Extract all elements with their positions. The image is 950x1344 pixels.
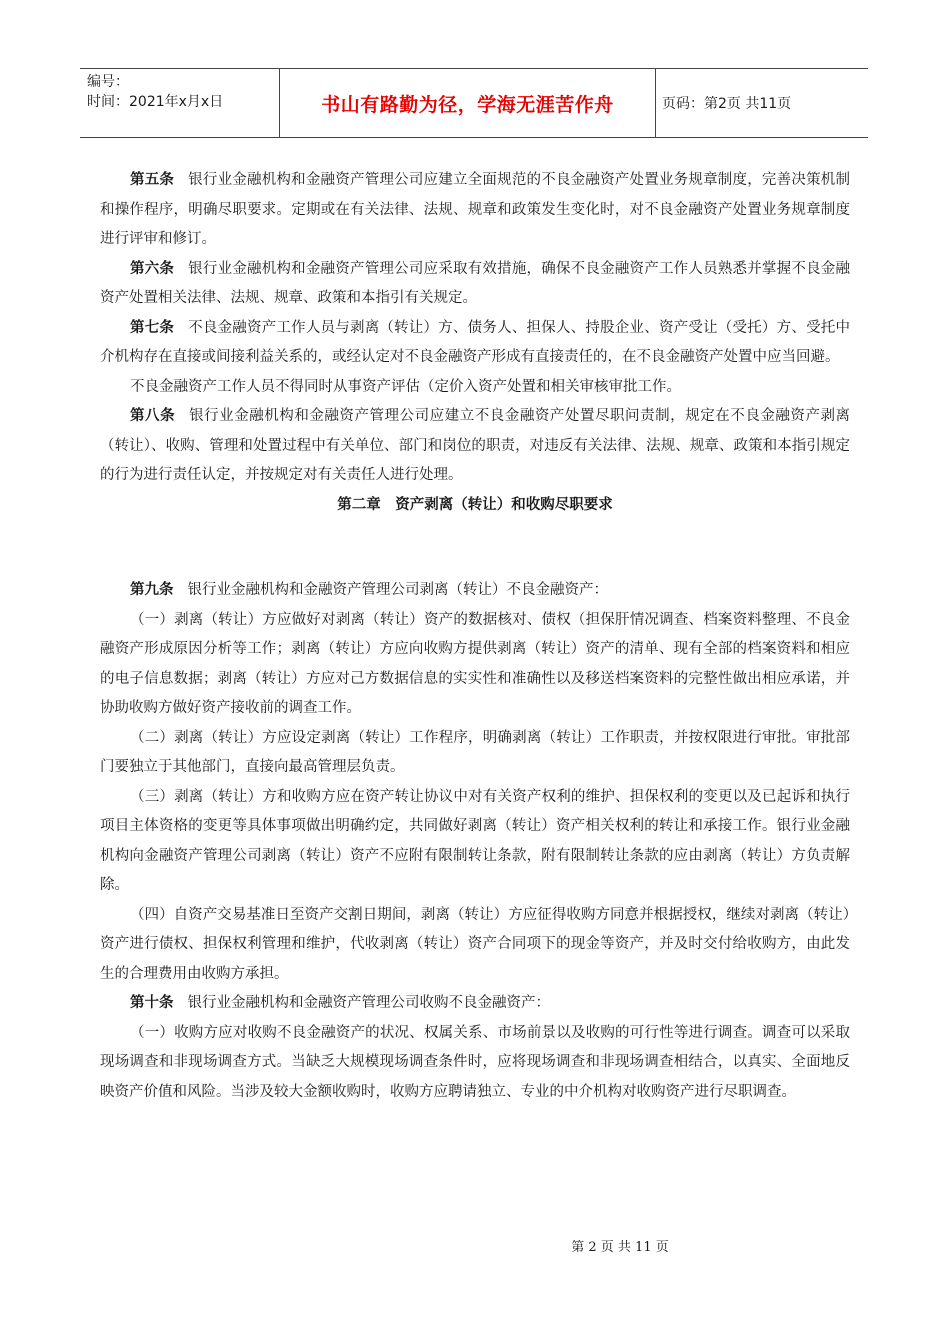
article-paragraph — [100, 989, 850, 1019]
page-footer: 第 2 页 共 11 页 — [571, 1240, 669, 1255]
article-text: 不良金融资产工作人员不得同时从事资产评估（定价入资产处置和相关审核审批工作。 — [130, 378, 681, 395]
article-text: 银行业金融机构和金融资产管理公司收购不良金融资产： — [187, 995, 550, 1011]
article-paragraph — [100, 373, 850, 403]
article-paragraph — [100, 783, 850, 901]
article-paragraph — [100, 314, 850, 373]
article-text: 银行业金融机构和金融资产管理公司应建立全面规范的不良金融资产处置业务规章制度，完善决策机制和操作程序，明确尽职要求。定期或在有关法律、法规、规章和政策发生变化时，对不良金融资产处置业务规章制度进行评审和修订。 — [100, 172, 850, 247]
number-label: 编号： — [87, 74, 129, 90]
header-meta — [80, 69, 280, 137]
article-text: 银行业金融机构和金融资产管理公司剥离（转让）不良金融资产： — [187, 582, 608, 598]
article-paragraph — [100, 166, 850, 255]
article-text: （一）剥离（转让）方应做好对剥离（转让）资产的数据核对、债权（担保肝情况调查、档案资料整理、不良金融资产形成原因分析等工作；剥离（转让）方应向收购方提供剥离（转让）资产的清单、现有全部的档案资料和相应的电子信息数据；剥离（转让）方应对己方数据信息的实实性和准确性以及移送档案资料的完整性做出相应承诺，并协助收购方做好资产接收前的调查工作。 — [100, 611, 850, 716]
time-label: 时间：2021年x月x日 — [87, 94, 224, 110]
article-paragraph — [100, 402, 850, 491]
header-motto: 书山有路勤为径，学海无涯苦作舟 — [280, 69, 656, 137]
article-text: （一）收购方应对收购不良金融资产的状况、权属关系、市场前景以及收购的可行性等进行调查。调查可以采取现场调查和非现场调查方式。当缺乏大规模现场调查条件时，应将现场调查和非现场调查相结合，以真实、全面地反映资产价值和风险。当涉及较大金额收购时，收购方应聘请独立、专业的中介机构对收购资产进行尽职调查。 — [100, 1024, 850, 1100]
article-text: （三）剥离（转让）方和收购方应在资产转让协议中对有关资产权利的维护、担保权利的变更以及已起诉和执行项目主体资格的变更等具体事项做出明确约定，共同做好剥离（转让）资产相关权利的转让和承接工作。银行业金融机构向金融资产管理公司剥离（转让）资产不应附有限制转让条款，附有限制转让条款的应由剥离（转让）方负责解除。 — [100, 788, 850, 893]
page-header — [80, 68, 868, 138]
article-text: （二）剥离（转让）方应设定剥离（转让）工作程序，明确剥离（转让）工作职责，并按权限进行审批。审批部门要独立于其他部门，直接向最高管理层负责。 — [100, 729, 850, 775]
article-paragraph — [100, 606, 850, 724]
article-text: 银行业金融机构和金融资产管理公司应建立不良金融资产处置尽职问责制，规定在不良金融资产剥离（转让）、收购、管理和处置过程中有关单位、部门和岗位的职责，对违反有关法律、法规、规章、政策和本指引规定的行为进行责任认定，并按规定对有关责任人进行处理。 — [100, 408, 851, 483]
article-text: 不良金融资产工作人员与剥离（转让）方、债务人、担保人、持股企业、资产受让（受托）方、受托中介机构存在直接或间接利益关系的，或经认定对不良金融资产形成有直接责任的，在不良金融资产处置中应当回避。 — [100, 319, 850, 365]
article-paragraph — [100, 576, 850, 606]
article-number: 第六条 — [130, 260, 175, 277]
article-number: 第五条 — [130, 172, 175, 188]
article-number: 第八条 — [130, 408, 176, 424]
article-text: 银行业金融机构和金融资产管理公司应采取有效措施，确保不良金融资产工作人员熟悉并掌握不良金融资产处置相关法律、法规、规章、政策和本指引有关规定。 — [100, 260, 850, 306]
article-paragraph — [100, 1019, 850, 1108]
header-page-info: 页码：第2页 共11页 — [662, 96, 792, 112]
article-paragraph — [100, 255, 850, 314]
article-text: （四）自资产交易基准日至资产交割日期间，剥离（转让）方应征得收购方同意并根据授权，继续对剥离（转让）资产进行债权、担保权利管理和维护，代收剥离（转让）资产合同项下的现金等资产，并及时交付给收购方，由此发生的合理费用由收购方承担。 — [100, 906, 850, 982]
chapter-title: 第二章 资产剥离（转让）和收购尽职要求 — [337, 496, 613, 513]
document-body — [100, 166, 850, 1107]
article-paragraph — [100, 724, 850, 783]
article-number: 第七条 — [130, 319, 175, 336]
article-number: 第十条 — [130, 995, 174, 1011]
article-number: 第九条 — [130, 582, 174, 598]
article-paragraph — [100, 901, 850, 990]
